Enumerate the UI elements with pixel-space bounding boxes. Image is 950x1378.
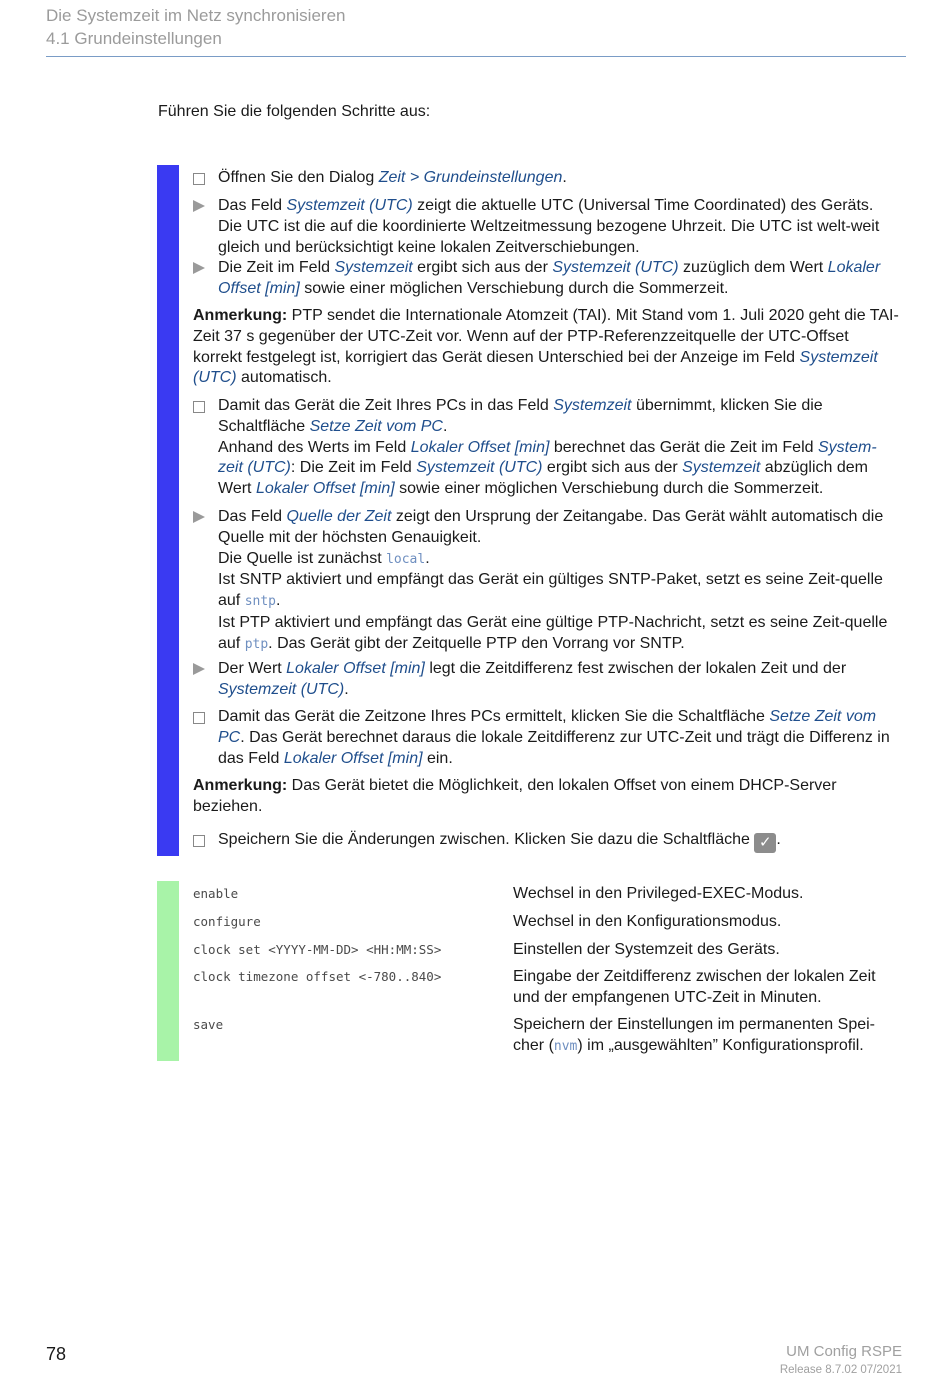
header-chapter: Die Systemzeit im Netz synchronisieren xyxy=(46,6,346,25)
cli-command: clock timezone offset <-780..840> xyxy=(193,969,442,984)
gui-procedure-bar xyxy=(157,165,179,856)
header-section: 4.1 Grundeinstellungen xyxy=(46,29,222,48)
step-save: Speichern Sie die Änderungen zwischen. Klicken Sie dazu die Schaltfläche ✓ . xyxy=(193,830,900,853)
step-timezone-from-pc: Damit das Gerät die Zeitzone Ihres PCs ermittelt, klicken Sie die Schaltfläche Setze Zeit vom PC. Das Gerät berechnet daraus die lokale Zeitdifferenz zur UTC-Zeit und trägt die Differenz in das Feld Lokaler Offset [min] ein. xyxy=(193,707,900,769)
cli-description: Speichern der Einstellungen im permanenten Spei-cher (nvm) im „ausgewählten” Konfigurationsprofil. xyxy=(513,1016,875,1054)
page-number: 78 xyxy=(46,1344,67,1364)
step-set-time-from-pc: Damit das Gerät die Zeit Ihres PCs in das Feld Systemzeit übernimmt, klicken Sie die Schaltfläche Setze Zeit vom PC. Anhand des Werts im Feld Lokaler Offset [min] berechnet das Gerät die Zeit im Feld System-zeit (UTC): Die Zeit im Feld Systemzeit (UTC) ergibt sich aus der Systemzeit abzüglich dem Wert Lokaler Offset [min] sowie einer möglichen Verschiebung durch die Sommerzeit. xyxy=(193,396,900,500)
intro-text: Führen Sie die folgenden Schritte aus: xyxy=(158,103,431,120)
footer-doc-title: UM Config RSPE xyxy=(786,1343,902,1360)
triangle-bullet-icon xyxy=(193,196,211,219)
cli-command: enable xyxy=(193,886,239,901)
note-ptp-tai: Anmerkung: PTP sendet die Internationale Atomzeit (TAI). Mit Stand vom 1. Juli 2020 geht die TAI-Zeit 37 s gegenüber der UTC-Zeit vor. Wenn auf der PTP-Referenzzeitquelle der UTC-Offset korrekt festgelegt ist, korrigiert das Gerät diesen Unterschied bei der Anzeige im Feld Systemzeit (UTC) automatisch. xyxy=(193,307,899,387)
checkbox-bullet-icon xyxy=(193,830,211,854)
header-divider xyxy=(46,56,906,57)
cli-command: configure xyxy=(193,914,261,929)
cli-command: save xyxy=(193,1017,224,1032)
triangle-bullet-icon xyxy=(193,258,211,281)
cli-description: Eingabe der Zeitdifferenz zwischen der lokalen Zeit und der empfangenen UTC-Zeit in Minuten. xyxy=(513,968,876,1006)
cli-description: Einstellen der Systemzeit des Geräts. xyxy=(513,941,780,958)
menu-path: Zeit > Grundeinstellungen xyxy=(378,169,563,186)
result-quelle-der-zeit: Das Feld Quelle der Zeit zeigt den Ursprung der Zeitangabe. Das Gerät wählt automatisch die Quelle mit der höchsten Genauigkeit. Die Quelle ist zunächst local. Ist SNTP aktiviert und empfängt das Gerät ein gültiges SNTP-Paket, setzt es seine Zeit-quelle auf sntp. Ist PTP aktiviert und empfängt das Gerät eine gültige PTP-Nachricht, setzt es seine Zeit-quelle auf ptp. Das Gerät gibt der Zeitquelle PTP den Vorrang vor SNTP. xyxy=(193,507,900,656)
triangle-bullet-icon xyxy=(193,659,211,682)
checkbox-bullet-icon xyxy=(193,707,211,731)
result-lokaler-offset: Der Wert Lokaler Offset [min] legt die Zeitdifferenz fest zwischen der lokalen Zeit und der Systemzeit (UTC). xyxy=(193,659,900,701)
triangle-bullet-icon xyxy=(193,507,211,530)
checkbox-bullet-icon xyxy=(193,168,211,192)
checkbox-bullet-icon xyxy=(193,396,211,420)
step-open-dialog: Öffnen Sie den Dialog Zeit > Grundeinstellungen. xyxy=(193,168,900,189)
footer-release: Release 8.7.02 07/2021 xyxy=(779,1364,902,1376)
cli-description: Wechsel in den Konfigurationsmodus. xyxy=(513,913,782,930)
cli-description: Wechsel in den Privileged-EXEC-Modus. xyxy=(513,885,804,902)
cli-command: clock set <YYYY-MM-DD> <HH:MM:SS> xyxy=(193,942,442,957)
check-save-icon: ✓ xyxy=(754,833,776,853)
note-dhcp-offset: Anmerkung: Das Gerät bietet die Möglichkeit, den lokalen Offset von einem DHCP-Server beziehen. xyxy=(193,777,837,815)
result-systemzeit: Die Zeit im Feld Systemzeit ergibt sich aus der Systemzeit (UTC) zuzüglich dem Wert Lokaler Offset [min] sowie einer möglichen Verschiebung durch die Sommerzeit. xyxy=(193,258,900,300)
cli-procedure-bar xyxy=(157,881,179,1061)
running-header xyxy=(46,4,906,50)
result-systemzeit-utc: Das Feld Systemzeit (UTC) zeigt die aktuelle UTC (Universal Time Coordinated) des Geräts. Die UTC ist die auf die koordinierte Weltzeitmessung bezogene Uhrzeit. Die UTC ist welt-weit gleich und berücksichtigt keine lokalen Zeitverschiebungen. xyxy=(193,196,900,258)
